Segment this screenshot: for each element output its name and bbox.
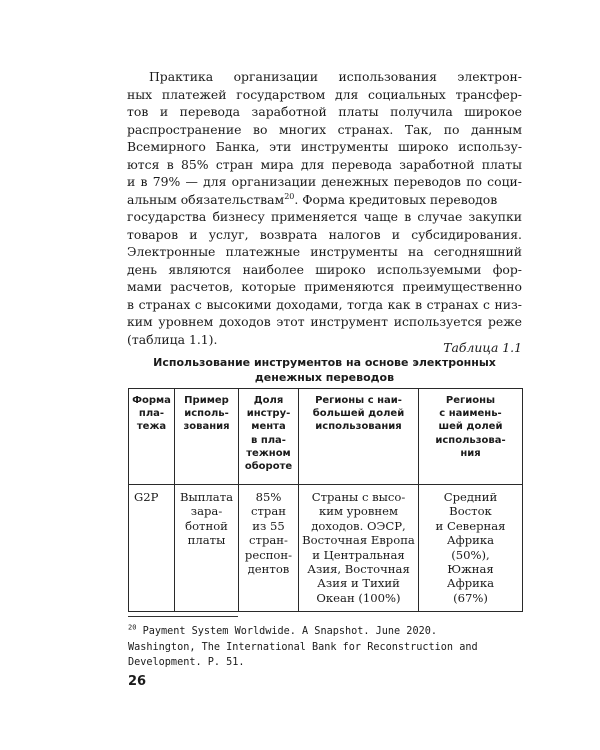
paragraph-line: Электронные платежные инструменты на сегодняшний [127,244,522,259]
header-cell-highest-regions: Регионы с наи- большей долей использования [299,389,419,485]
paragraph-line: в странах с высокими доходами, тогда как в странах с низ- [127,296,522,312]
paragraph-line: ются в 85% стран мира для перевода заработной платы [127,156,522,172]
paragraph-line [127,191,522,209]
paragraph-line: день являются наиболее широко используемыми фор- [127,261,522,277]
footnote-text: Payment System Worldwide. A Snapshot. June 2020. [136,626,437,637]
paragraph-line: товаров и услуг, возврата налогов и субсидирования. [127,226,522,242]
table-title [127,355,522,385]
table-row [129,485,523,612]
paragraph-line: мами расчетов, которые применяются преимущественно [127,279,522,294]
paragraph-line: ных платежей государством для социальных трансфер- [127,86,522,102]
paragraph-line: государства бизнесу применяется чаще в случае закупки [127,209,522,224]
table-header-row [129,389,523,485]
paragraph-text: . Форма кредитовых переводов [294,191,498,207]
table-title-line: денежных переводов [254,371,395,384]
footnote-line: Development. P. 51. [128,657,245,668]
paragraph-line: распространение во многих странах. Так, по данным [127,121,522,137]
footnote-reference: 20 [284,191,295,201]
footnote-number: 20 [128,623,137,632]
footnote-divider [128,616,238,617]
footnote [128,624,522,671]
header-cell-usage-example: Пример исполь- зования [175,389,239,485]
cell-payment-form: G2P [129,485,175,612]
header-cell-lowest-regions: Регионы с наимень- шей долей использова- ния [419,389,523,485]
paragraph-line: и в 79% — для организации денежных переводов по соци- [127,174,522,189]
header-cell-payment-form: Форма пла- тежа [129,389,175,485]
cell-highest-regions: Страны с высо- ким уровнем доходов. ОЭСР, Восточная Европа и Центральная Азия, Восточная Азия и Тихий Океан (100%) [299,485,419,612]
table-title-line: Использование инструментов на основе электронных [153,356,496,369]
cell-lowest-regions: Средний Восток и Северная Африка (50%), Южная Африка (67%) [419,485,523,612]
footnote-line: Washington, The International Bank for Reconstruction and [128,641,478,653]
paragraph-line: ким уровнем доходов этот инструмент используется реже [127,314,522,329]
cell-instrument-share: 85% стран из 55 стран- респон- дентов [239,485,299,612]
footnote-line [128,624,522,640]
page-number: 26 [128,674,147,689]
body-paragraph [127,68,522,348]
header-cell-instrument-share: Доля инстру- мента в пла- тежном обороте [239,389,299,485]
paragraph-text: альным обязательствам [127,191,285,207]
paragraph-line: Всемирного Банка, эти инструменты широко использу- [127,139,522,154]
paragraph-line: тов и перевода заработной платы получила широкое [127,104,522,119]
table-number-label: Таблица 1.1 [443,340,522,355]
paragraph-line: Практика организации использования электрон- [149,69,522,84]
paragraph-line: (таблица 1.1). [127,331,218,347]
cell-usage-example: Выплата зара- ботной платы [175,485,239,612]
data-table [128,388,523,612]
